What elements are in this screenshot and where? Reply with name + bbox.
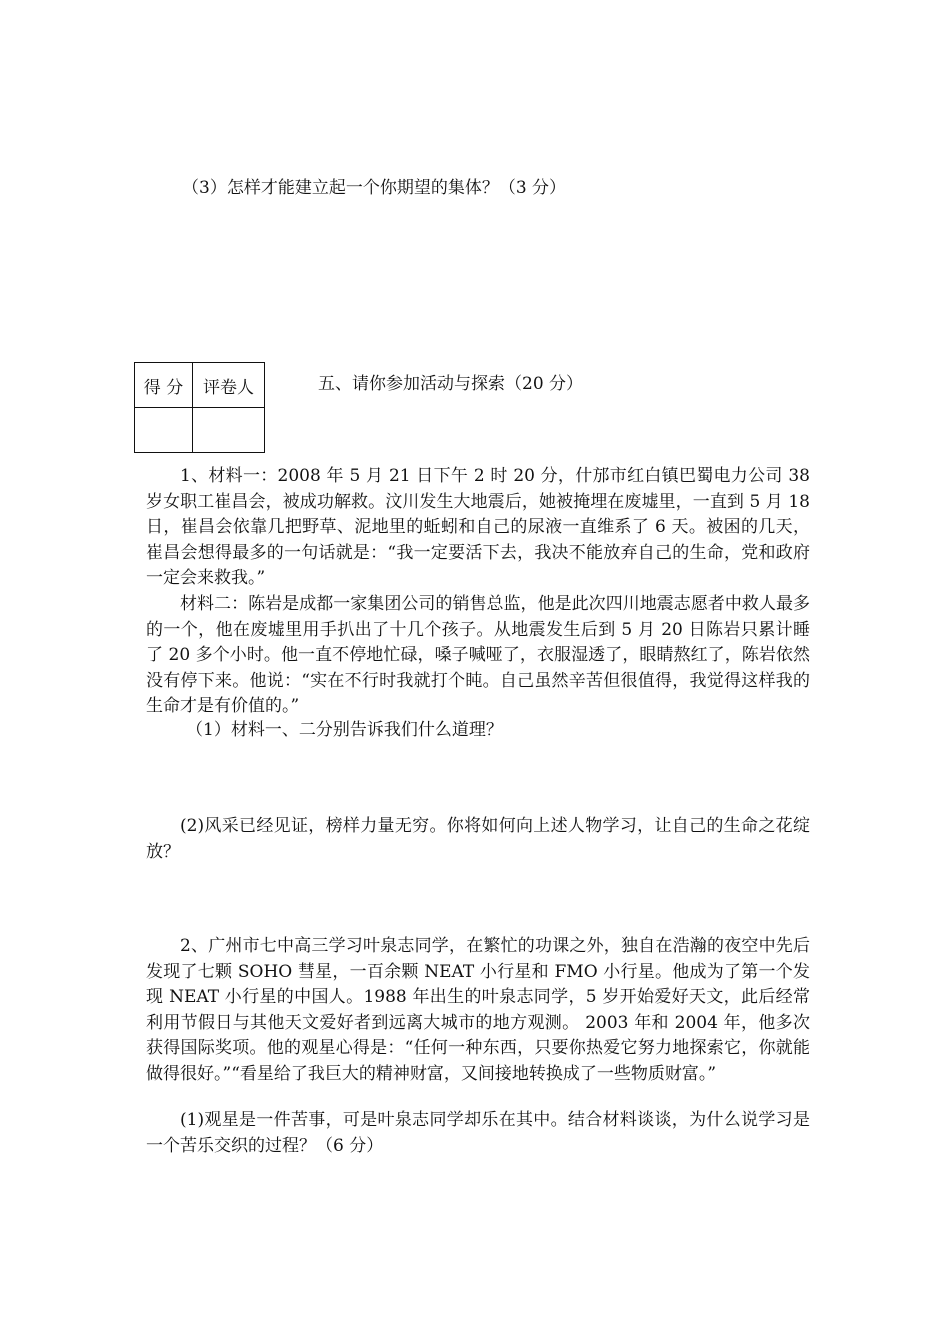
q2-material: 2、广州市七中高三学习叶泉志同学，在繁忙的功课之外，独自在浩瀚的夜空中先后发现了七颗 SOHO 彗星，一百余颗 NEAT 小行星和 FMO 小行星。他成为了第一个发现 NEAT 小行星的中国人。1988 年出生的叶泉志同学，5 岁开始爱好天文，此后经常利用节假日与其他天文爱好者到远离大城市的地方观测。 2003 年和 2004 年，他多次获得国际奖项。他的观星心得是：“任何一种东西，只要你热爱它努力地探索它，你就能做得很好。”“看星给了我巨大的精神财富，又间接地转换成了一些物质财富。” [146,936,810,1084]
grader-header: 评卷人 [193,363,265,408]
score-header: 得 分 [135,363,193,408]
q1-subquestion-2: (2)风采已经见证，榜样力量无穷。你将如何向上述人物学习，让自己的生命之花绽放？ [146,816,810,862]
q2-subquestion-1: (1)观星是一件苦事，可是叶泉志同学却乐在其中。结合材料谈谈，为什么说学习是一个苦乐交织的过程？（6 分） [146,1110,810,1156]
grader-cell [193,408,265,453]
question-3-prompt: （3）怎样才能建立起一个你期望的集体？（3 分） [182,178,567,198]
q1-material-1: 1、材料一：2008 年 5 月 21 日下午 2 时 20 分，什邡市红白镇巴蜀电力公司 38 岁女职工崔昌会，被成功解救。汶川发生大地震后，她被掩埋在废墟里，一直到 5 月 18 日，崔昌会依靠几把野草、泥地里的蚯蚓和自己的尿液一直维系了 6 天。被困的几天，崔昌会想得最多的一句话就是：“我一定要活下去，我决不能放弃自己的生命，党和政府一定会来救我。” [146,466,810,589]
q1-subquestion-1: （1）材料一、二分别告诉我们什么道理？ [186,720,503,740]
section-5-title: 五、请你参加活动与探索（20 分） [318,374,584,394]
score-table [134,362,265,453]
score-cell [135,408,193,453]
q1-material-2: 材料二：陈岩是成都一家集团公司的销售总监，他是此次四川地震志愿者中救人最多的一个，他在废墟里用手扒出了十几个孩子。从地震发生后到 5 月 20 日陈岩只累计睡了 20 多个小时。他一直不停地忙碌，嗓子喊哑了，衣服湿透了，眼睛熬红了，陈岩依然没有停下来。他说：“实在不行时我就打个盹。自己虽然辛苦但很值得，我觉得这样我的生命才是有价值的。” [146,594,810,717]
